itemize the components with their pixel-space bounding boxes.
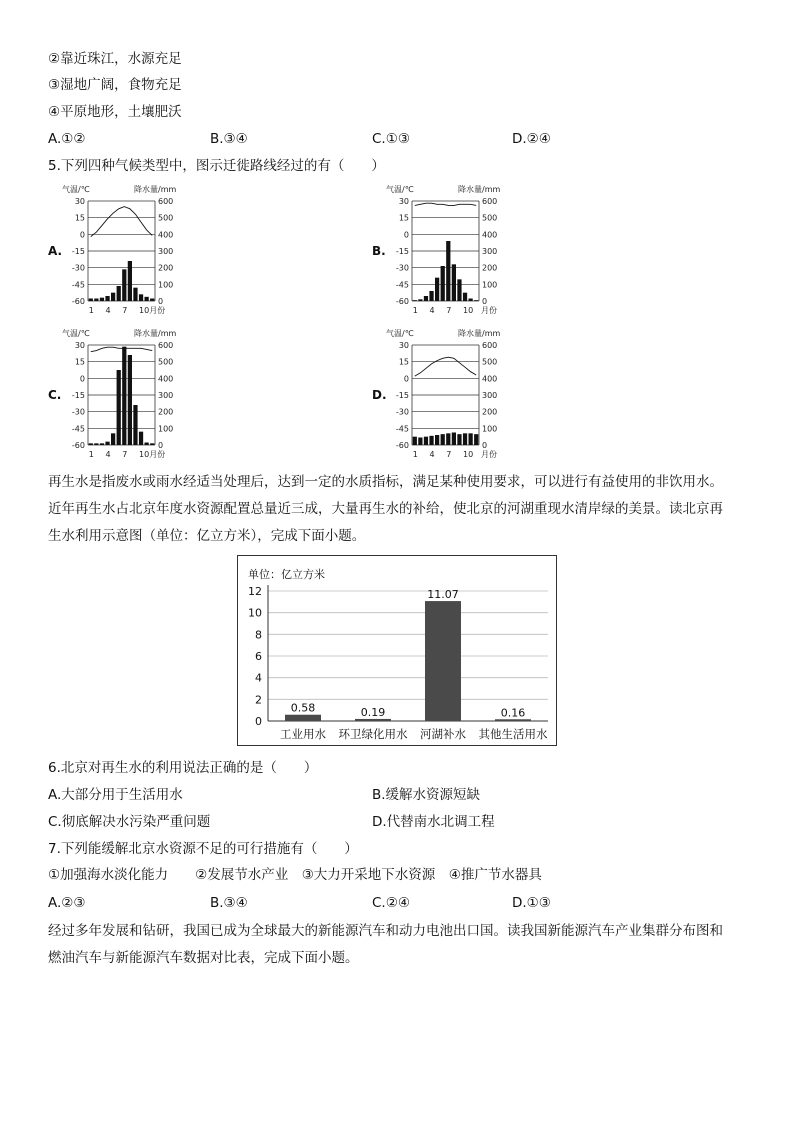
q5-choice-c-label[interactable]: C. — [48, 388, 62, 402]
precip-bar — [117, 370, 121, 445]
passage1-line2: 近年再生水占北京年度水资源配置总量近三成，大量再生水的补给，使北京的河湖重现水清岸绿的美景。读北京再 — [48, 501, 723, 517]
left-tick-label: -45 — [71, 424, 85, 434]
right-tick-label: 300 — [482, 247, 498, 256]
x-tick-label: 月份 — [481, 306, 497, 315]
right-tick-label: 600 — [158, 197, 174, 206]
q5-choice-a-label[interactable]: A. — [48, 244, 63, 258]
y-tick-label: 4 — [255, 671, 262, 685]
precip-bar — [452, 264, 456, 301]
precip-bar — [413, 437, 417, 445]
right-tick-label: 200 — [158, 263, 174, 273]
bar-3 — [425, 601, 461, 721]
x-tick-label: 10 — [463, 450, 474, 459]
option-4-text: ④平原地形，土壤肥沃 — [48, 104, 182, 120]
y-tick-label: 10 — [248, 606, 262, 620]
right-tick-label: 100 — [482, 280, 498, 290]
x-tick-label: 7 — [446, 450, 452, 459]
left-tick-label: 0 — [79, 374, 85, 384]
left-tick-label: -60 — [71, 441, 85, 450]
precip-bar — [139, 294, 143, 301]
right-tick-label: 100 — [158, 424, 174, 434]
temp-axis-title: 气温/℃ — [386, 329, 414, 338]
precip-axis-title: 降水量/mm — [134, 185, 177, 194]
precip-bar — [94, 299, 98, 302]
precip-bar — [474, 300, 478, 301]
bar-value-label: 0.16 — [500, 706, 526, 720]
q6-choice-b[interactable]: B.缓解水资源短缺 — [372, 787, 481, 803]
bar-2 — [355, 719, 391, 721]
precip-bar — [441, 266, 445, 301]
y-tick-label: 12 — [248, 585, 262, 598]
temperature-line — [91, 347, 152, 352]
precip-bar — [111, 293, 115, 301]
q5-stem: 5.下列四种气候类型中，图示迁徙路线经过的有（ ） — [48, 158, 385, 174]
precip-axis-title: 降水量/mm — [458, 329, 501, 338]
precip-bar — [122, 347, 126, 445]
passage2-line1: 经过多年发展和钻研，我国已成为全球最大的新能源汽车和动力电池出口国。读我国新能源汽车产业集群分布图和 — [48, 923, 723, 939]
precip-bar — [446, 433, 450, 445]
q6-choice-d[interactable]: D.代替南水北调工程 — [372, 814, 495, 830]
left-tick-label: -15 — [71, 247, 85, 256]
precip-bar — [128, 355, 132, 445]
left-tick-label: 0 — [403, 374, 409, 384]
precip-bar — [457, 279, 461, 301]
left-tick-label: 30 — [398, 197, 409, 206]
right-tick-label: 300 — [158, 391, 174, 400]
left-tick-label: -60 — [395, 441, 409, 450]
y-tick-label: 2 — [255, 693, 262, 707]
precip-bar — [150, 443, 154, 445]
right-tick-label: 300 — [158, 247, 174, 256]
temperature-line — [91, 207, 152, 237]
precip-bar — [111, 433, 115, 445]
bar-value-label: 11.07 — [427, 588, 459, 602]
q5-choice-b-label[interactable]: B. — [372, 244, 386, 258]
right-tick-label: 600 — [482, 197, 498, 206]
precip-bar — [474, 434, 478, 445]
x-tick-label: 10月份 — [139, 450, 166, 459]
precip-bar — [457, 434, 461, 445]
y-tick-label: 8 — [255, 628, 262, 642]
precip-bar — [463, 293, 467, 301]
x-tick-label: 10 — [463, 306, 474, 315]
precip-bar — [446, 241, 450, 301]
q7-choice-c[interactable]: C.②④ — [372, 895, 410, 911]
right-tick-label: 400 — [158, 374, 174, 384]
climate-chart-d — [384, 327, 509, 462]
right-tick-label: 0 — [158, 297, 164, 306]
option-3-text: ③湿地广阔，食物充足 — [48, 77, 182, 93]
q4-choice-a[interactable]: A.①② — [48, 131, 86, 147]
left-tick-label: -60 — [395, 297, 409, 306]
precip-bar — [463, 433, 467, 445]
precip-bar — [105, 296, 109, 301]
passage1-line1: 再生水是指废水或雨水经适当处理后，达到一定的水质指标，满足某种使用要求，可以进行有益使用的非饮用水。 — [48, 474, 723, 490]
left-tick-label: 0 — [79, 230, 85, 240]
x-tick-label: 1 — [412, 450, 418, 459]
reclaimed-water-bar-chart — [237, 555, 557, 746]
right-tick-label: 0 — [482, 297, 488, 306]
right-tick-label: 200 — [482, 263, 498, 273]
category-label: 河湖补水 — [420, 727, 466, 741]
precip-bar — [150, 299, 154, 302]
passage2-line2: 燃油汽车与新能源汽车数据对比表，完成下面小题。 — [48, 950, 359, 966]
left-tick-label: 30 — [74, 341, 85, 350]
precip-bar — [424, 296, 428, 301]
temperature-line — [415, 357, 476, 376]
right-tick-label: 500 — [482, 357, 498, 367]
category-label: 环卫绿化用水 — [338, 727, 408, 741]
left-tick-label: 30 — [398, 341, 409, 350]
left-tick-label: -30 — [395, 407, 409, 417]
right-tick-label: 400 — [482, 374, 498, 384]
precip-bar — [133, 405, 137, 445]
x-tick-label: 1 — [412, 306, 418, 315]
bar-value-label: 0.58 — [290, 701, 316, 715]
climate-chart-a — [60, 183, 185, 318]
q7-choice-a[interactable]: A.②③ — [48, 895, 86, 911]
q4-choice-c[interactable]: C.①③ — [372, 131, 410, 147]
x-tick-label: 7 — [122, 450, 128, 459]
left-tick-label: -15 — [395, 391, 409, 400]
precip-bar — [145, 297, 149, 301]
precip-bar — [122, 269, 126, 301]
passage1-line3: 生水利用示意图（单位：亿立方米），完成下面小题。 — [48, 528, 366, 544]
precip-bar — [139, 432, 143, 445]
x-tick-label: 1 — [88, 450, 94, 459]
q7-options: ①加强海水淡化能力 ②发展节水产业 ③大力开采地下水资源 ④推广节水器具 — [48, 867, 542, 883]
temp-axis-title: 气温/℃ — [62, 185, 90, 194]
left-tick-label: -45 — [71, 280, 85, 290]
x-tick-label: 4 — [105, 306, 111, 315]
bar-1 — [285, 715, 321, 721]
precip-bar — [413, 300, 417, 301]
climate-chart-c — [60, 327, 185, 462]
precip-axis-title: 降水量/mm — [458, 185, 501, 194]
q7-choice-b[interactable]: B.③④ — [210, 895, 248, 911]
right-tick-label: 500 — [158, 213, 174, 223]
precip-bar — [452, 433, 456, 446]
temperature-line — [415, 203, 476, 205]
right-tick-label: 400 — [158, 230, 174, 240]
x-tick-label: 4 — [105, 450, 111, 459]
right-tick-label: 200 — [482, 407, 498, 417]
precip-bar — [89, 299, 93, 302]
right-tick-label: 0 — [482, 441, 488, 450]
x-tick-label: 1 — [88, 306, 94, 315]
right-tick-label: 100 — [158, 280, 174, 290]
left-tick-label: -15 — [395, 247, 409, 256]
bar-4 — [495, 719, 531, 721]
left-tick-label: 15 — [74, 213, 85, 223]
precip-bar — [94, 443, 98, 445]
precip-bar — [435, 278, 439, 301]
climate-chart-b — [384, 183, 509, 318]
right-tick-label: 600 — [482, 341, 498, 350]
right-tick-label: 0 — [158, 441, 164, 450]
right-tick-label: 200 — [158, 407, 174, 417]
option-2-text: ②靠近珠江，水源充足 — [48, 51, 182, 67]
x-tick-label: 7 — [122, 306, 128, 315]
unit-label: 单位：亿立方米 — [248, 568, 325, 581]
right-tick-label: 600 — [158, 341, 174, 350]
q4-choice-b[interactable]: B.③④ — [210, 131, 248, 147]
left-tick-label: -30 — [71, 263, 85, 273]
left-tick-label: -30 — [395, 263, 409, 273]
temp-axis-title: 气温/℃ — [386, 185, 414, 194]
precip-bar — [100, 298, 104, 301]
left-tick-label: -15 — [71, 391, 85, 400]
q5-choice-d-label[interactable]: D. — [372, 388, 387, 402]
x-tick-label: 月份 — [481, 450, 497, 459]
precip-bar — [418, 299, 422, 301]
q7-choice-d[interactable]: D.①③ — [512, 895, 551, 911]
q6-stem: 6.北京对再生水的利用说法正确的是（ ） — [48, 760, 318, 776]
precip-bar — [133, 288, 137, 301]
precip-bar — [418, 438, 422, 446]
category-label: 工业用水 — [280, 727, 326, 741]
y-tick-label: 6 — [255, 650, 262, 663]
precip-bar — [145, 443, 149, 446]
precip-bar — [435, 435, 439, 445]
x-tick-label: 4 — [429, 450, 435, 459]
right-tick-label: 500 — [158, 357, 174, 367]
precip-axis-title: 降水量/mm — [134, 329, 177, 338]
q4-choice-d[interactable]: D.②④ — [512, 131, 551, 147]
q7-stem: 7.下列能缓解北京水资源不足的可行措施有（ ） — [48, 841, 358, 857]
left-tick-label: -30 — [71, 407, 85, 417]
right-tick-label: 300 — [482, 391, 498, 400]
left-tick-label: 15 — [398, 357, 409, 367]
bar-chart-svg — [238, 556, 556, 744]
precip-bar — [105, 442, 109, 445]
precip-bar — [429, 291, 433, 301]
left-tick-label: -45 — [395, 280, 409, 290]
precip-bar — [469, 299, 473, 302]
y-tick-label: 0 — [255, 715, 262, 728]
left-tick-label: 15 — [74, 357, 85, 367]
precip-bar — [441, 434, 445, 445]
right-tick-label: 500 — [482, 213, 498, 223]
right-tick-label: 100 — [482, 424, 498, 434]
precip-bar — [100, 443, 104, 445]
left-tick-label: -60 — [71, 297, 85, 306]
left-tick-label: -45 — [395, 424, 409, 434]
precip-bar — [469, 433, 473, 445]
left-tick-label: 0 — [403, 230, 409, 240]
left-tick-label: 15 — [398, 213, 409, 223]
left-tick-label: 30 — [74, 197, 85, 206]
q6-choice-c[interactable]: C.彻底解决水污染严重问题 — [48, 814, 211, 830]
bar-value-label: 0.19 — [360, 705, 386, 719]
x-tick-label: 4 — [429, 306, 435, 315]
precip-bar — [424, 437, 428, 445]
precip-bar — [429, 436, 433, 445]
category-label: 其他生活用水 — [478, 727, 548, 741]
precip-bar — [89, 443, 93, 445]
right-tick-label: 400 — [482, 230, 498, 240]
precip-bar — [128, 261, 132, 301]
q6-choice-a[interactable]: A.大部分用于生活用水 — [48, 787, 183, 803]
x-tick-label: 10月份 — [139, 306, 166, 315]
x-tick-label: 7 — [446, 306, 452, 315]
temp-axis-title: 气温/℃ — [62, 329, 90, 338]
precip-bar — [117, 286, 121, 301]
